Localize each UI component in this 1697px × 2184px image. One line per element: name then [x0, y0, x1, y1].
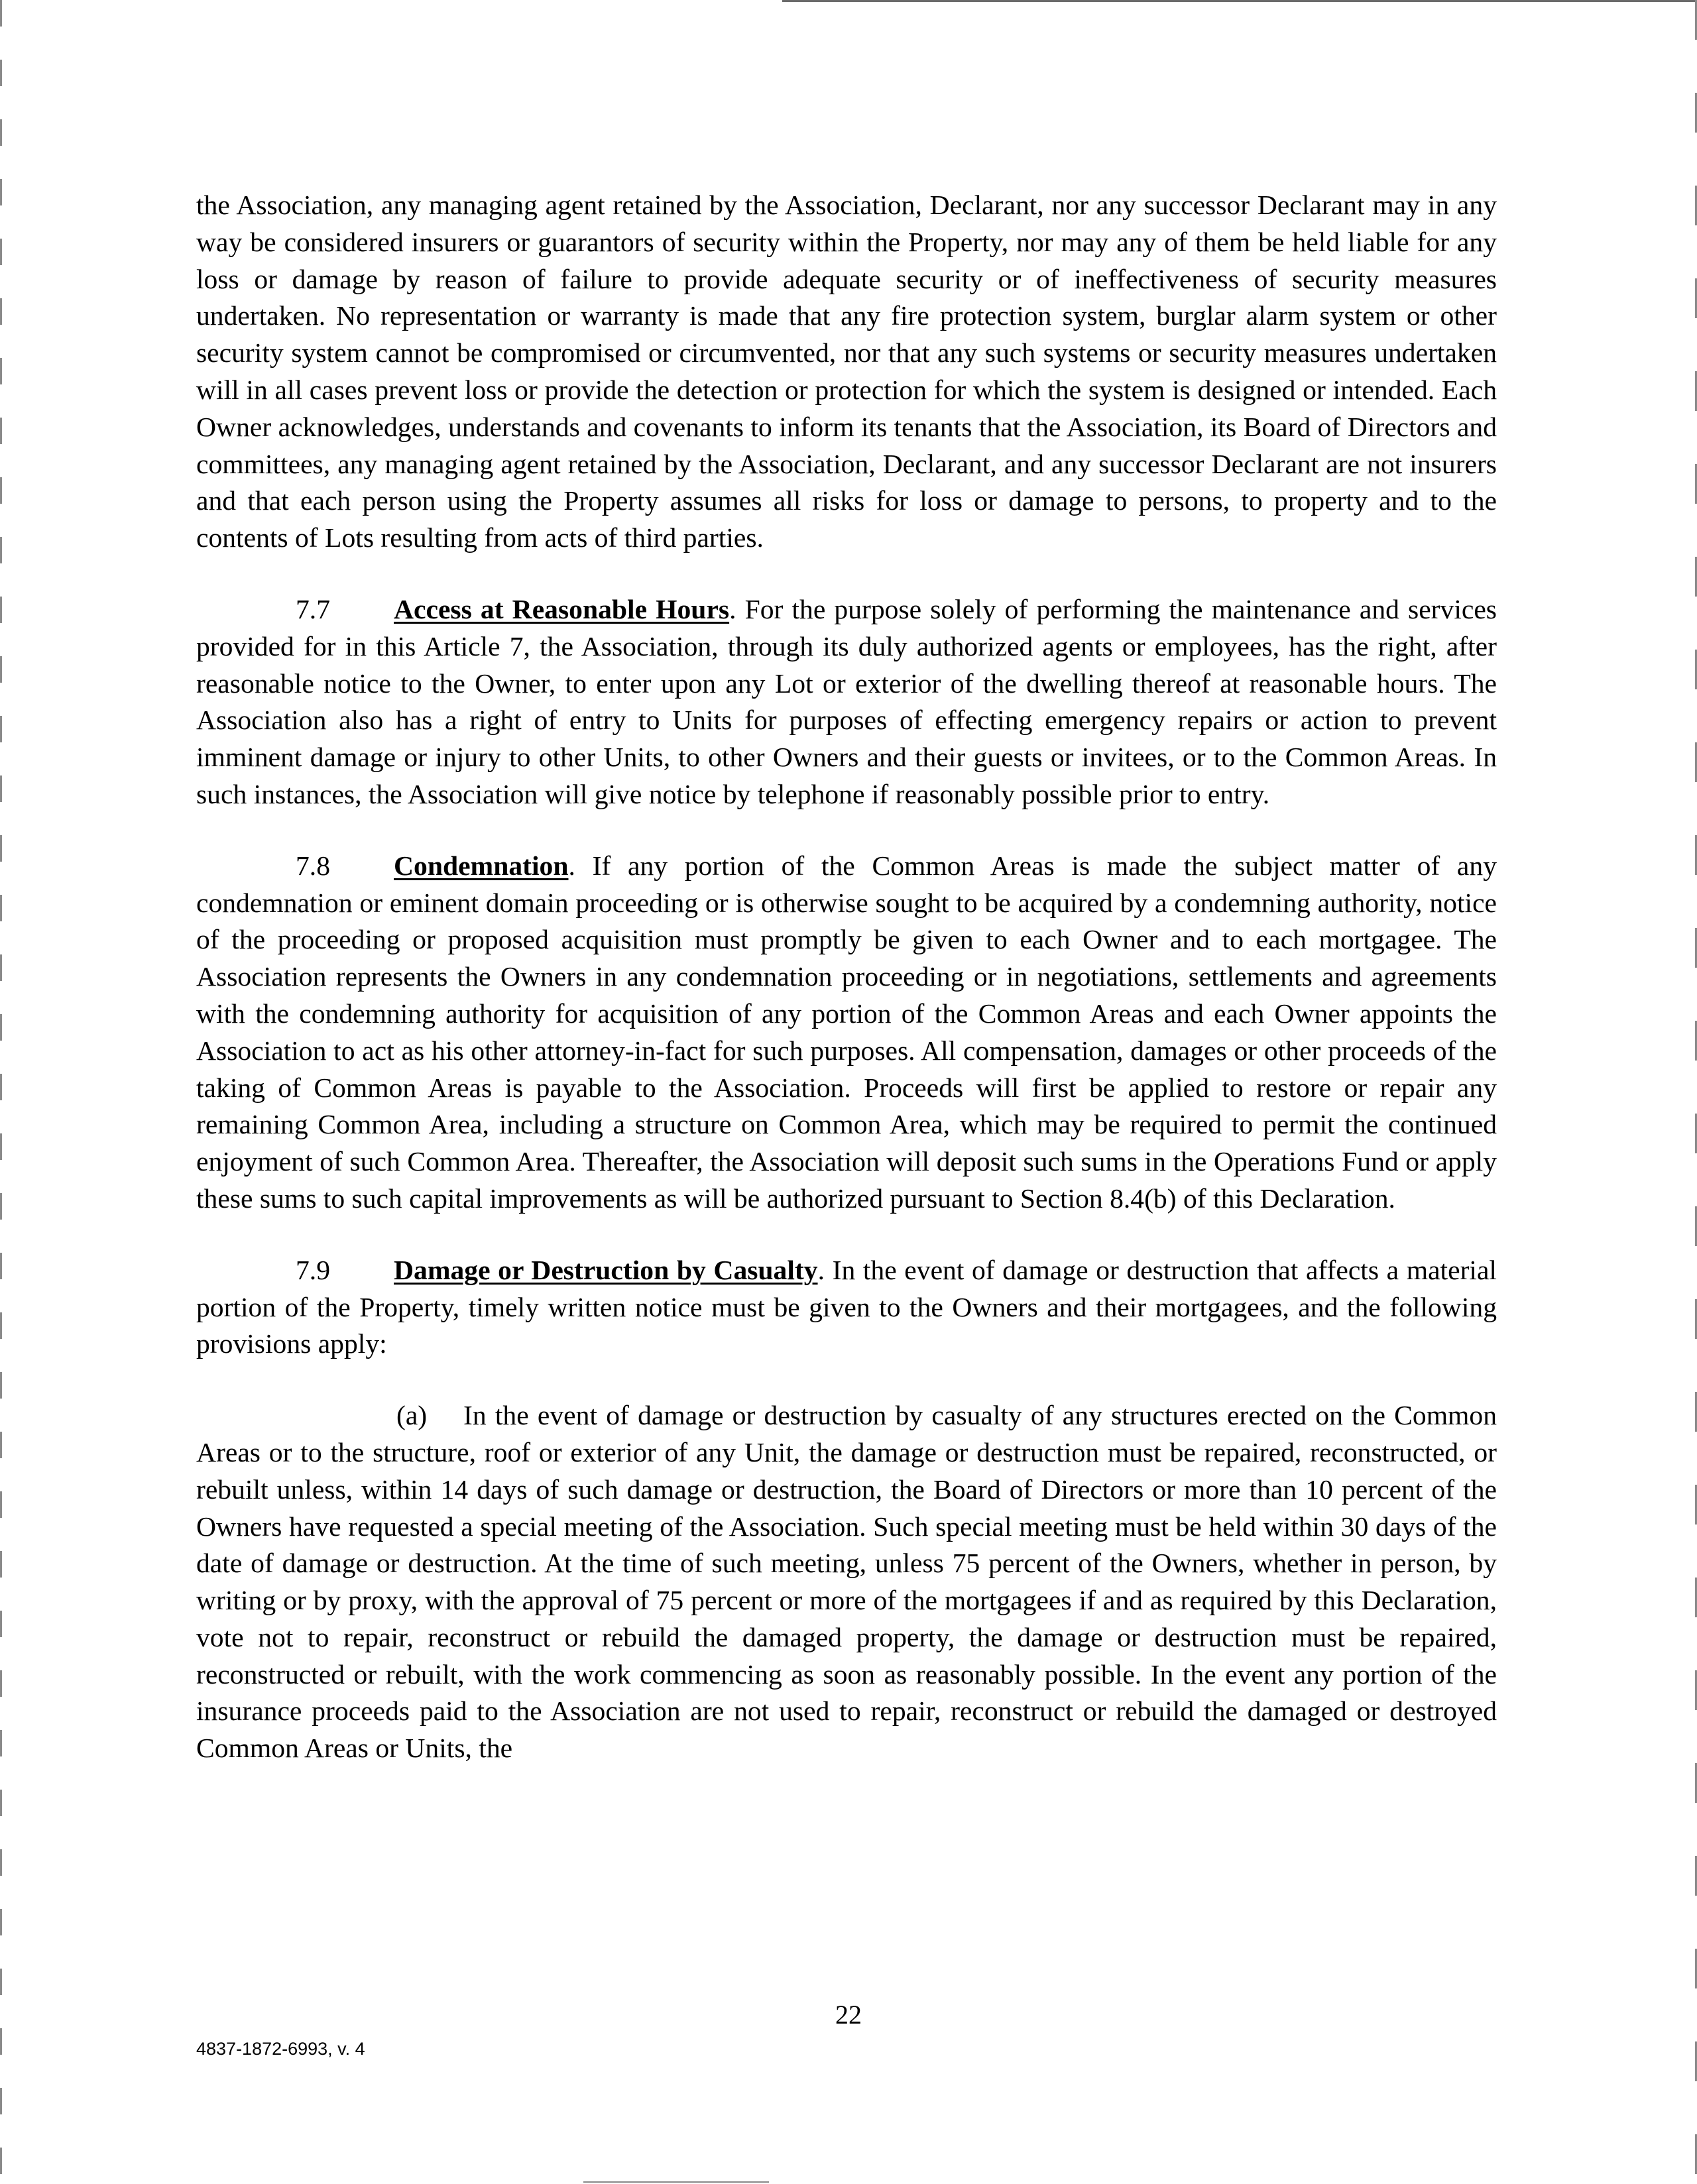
section-number: 7.7 — [296, 593, 330, 624]
scan-edge-bottom — [583, 2181, 769, 2183]
section-text: For the purpose solely of performing the maintenance and services provided for in this Article 7, the Association, through its duly authorized agents or employees, has the right, after reasonable notice to the Owner, to enter upon any Lot or exterior of the dwelling thereof at reasonable hours. The Association also has a right of entry to Units for purposes of effecting emergency repairs or action to prevent imminent damage or injury to other Units, to other Owners and their guests or invitees, or to the Common Areas. In such instances, the Association will give notice by telephone if reasonably possible prior to entry. — [196, 593, 1497, 809]
scan-edge-left — [0, 0, 2, 2184]
section-number: 7.9 — [296, 1254, 330, 1285]
document-body — [196, 187, 1497, 1767]
subsection-label: (a) — [396, 1400, 428, 1431]
scan-edge-top — [782, 0, 1697, 2]
section-heading: Condemnation — [394, 850, 569, 881]
page-number: 22 — [835, 2000, 862, 2030]
section-7-7 — [196, 591, 1497, 813]
document-id: 4837-1872-6993, v. 4 — [196, 2039, 365, 2059]
section-text: In the event of damage or destruction that affects a material portion of the Property, timely written notice must be given to the Owners and their mortgagees, and the following provisions apply: — [196, 1254, 1497, 1359]
section-7-8 — [196, 848, 1497, 1218]
subsection-a — [196, 1397, 1497, 1767]
section-7-9 — [196, 1252, 1497, 1363]
continuation-paragraph: the Association, any managing agent retained by the Association, Declarant, nor any successor Declarant may in any way be considered insurers or guarantors of security within the Property, nor may any of them be held liable for any loss or damage by reason of failure to provide adequate security or of ineffectiveness of security measures undertaken. No representation or warranty is made that any fire protection system, burglar alarm system or other security system cannot be compromised or circumvented, nor that any such systems or security measures undertaken will in all cases prevent loss or provide the detection or protection for which the system is designed or intended. Each Owner acknowledges, understands and covenants to inform its tenants that the Association, its Board of Directors and committees, any managing agent retained by the Association, Declarant, and any successor Declarant are not insurers and that each person using the Property assumes all risks for loss or damage to persons, to property and to the contents of Lots resulting from acts of third parties. — [196, 190, 1497, 553]
section-heading-end: . — [729, 593, 736, 624]
section-number: 7.8 — [296, 850, 330, 881]
section-heading-end: . — [817, 1254, 825, 1285]
subsection-text: In the event of damage or destruction by casualty of any structures erected on the Common Areas or to the structure, roof or exterior of any Unit, the damage or destruction must be repaired, reconstructed, or rebuilt unless, within 14 days of such damage or destruction, the Board of Directors or more than 10 percent of the Owners have requested a special meeting of the Association. Such special meeting must be held within 30 days of the date of damage or destruction. At the time of such meeting, unless 75 percent of the Owners, whether in person, by writing or by proxy, with the approval of 75 percent or more of the mortgagees if and as required by this Declaration, vote not to repair, reconstruct or rebuild the damaged property, the damage or destruction must be repaired, reconstructed or rebuilt, with the work commencing as soon as reasonably possible. In the event any portion of the insurance proceeds paid to the Association are not used to repair, reconstruct or rebuild the damaged or destroyed Common Areas or Units, the — [196, 1400, 1497, 1764]
section-heading: Access at Reasonable Hours — [394, 593, 730, 624]
section-text: If any portion of the Common Areas is made the subject matter of any condemnation or eminent domain proceeding or is otherwise sought to be acquired by a condemning authority, notice of the proceeding or proposed acquisition must promptly be given to each Owner and to each mortgagee. The Association represents the Owners in any condemnation proceeding or in negotiations, settlements and agreements with the condemning authority for acquisition of any portion of the Common Areas and each Owner appoints the Association to act as his other attorney-in-fact for such purposes. All compensation, damages or other proceeds of the taking of Common Areas is payable to the Association. Proceeds will first be applied to restore or repair any remaining Common Area, including a structure on Common Area, which may be required to permit the continued enjoyment of such Common Area. Thereafter, the Association will deposit such sums in the Operations Fund or apply these sums to such capital improvements as will be authorized pursuant to Section 8.4(b) of this Declaration. — [196, 850, 1497, 1214]
section-heading-end: . — [568, 850, 575, 881]
section-heading: Damage or Destruction by Casualty — [394, 1254, 818, 1285]
